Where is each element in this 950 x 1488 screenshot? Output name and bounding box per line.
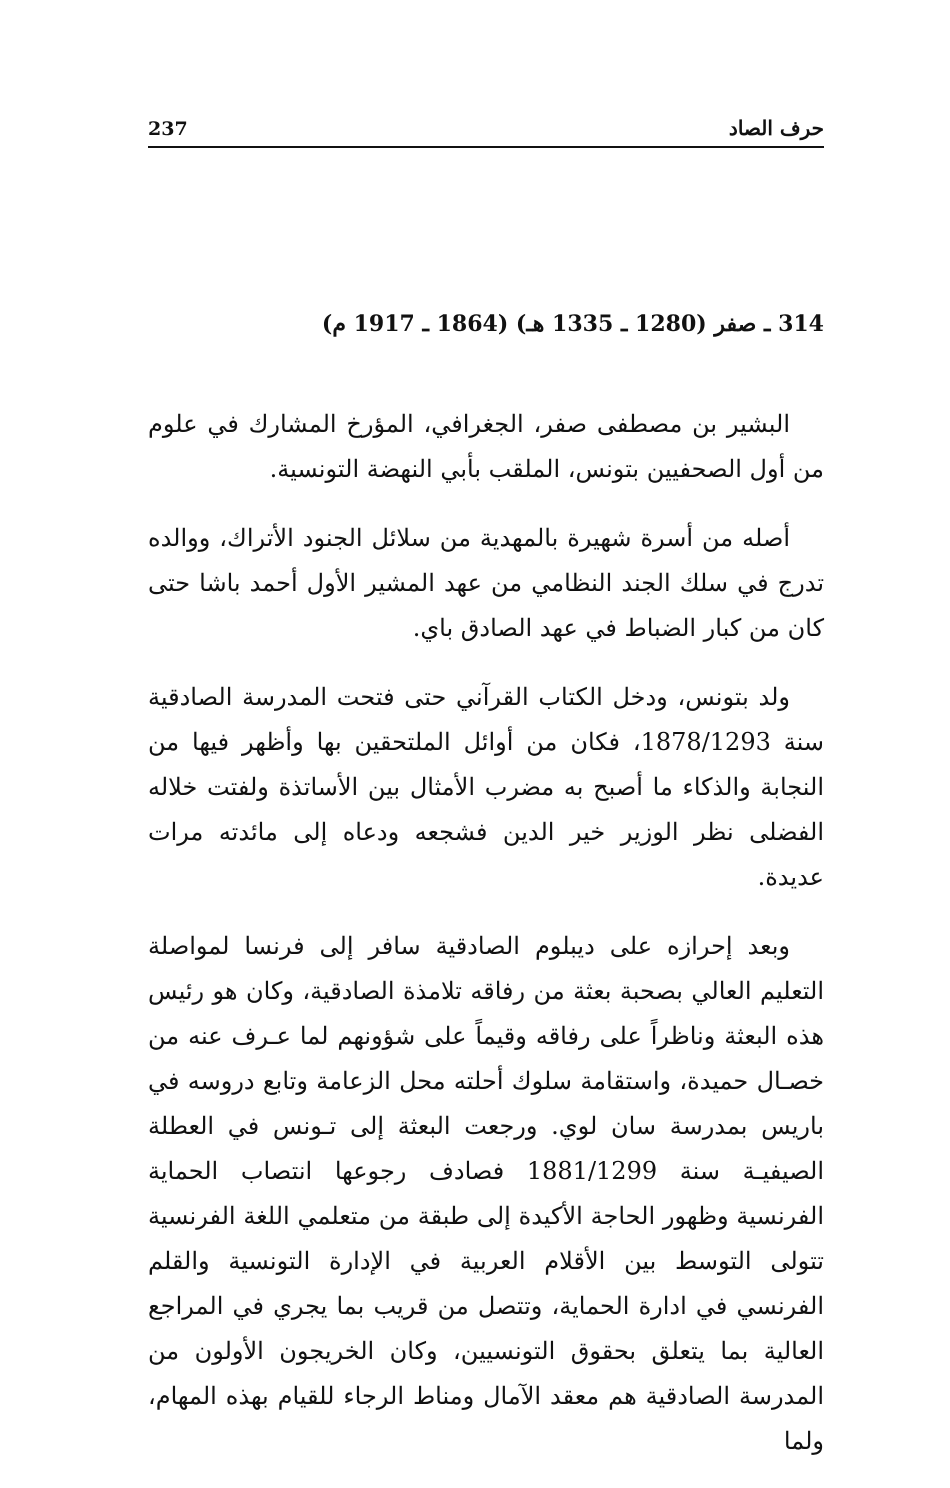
chapter-title: حرف الصاد <box>728 116 824 140</box>
paragraph: أصله من أسرة شهيرة بالمهدية من سلائل الجنود الأتراك، ووالده تدرج في سلك الجند النظامي من عهد المشير الأول أحمد باشا حتى كان من كبار الضباط في عهد الصادق باي. <box>148 524 825 642</box>
paragraph: البشير بن مصطفى صفر، الجغرافي، المؤرخ المشارك في علوم من أول الصحفيين بتونس، الملقب بأبي النهضة التونسية. <box>148 410 824 483</box>
paragraph: وبعد إحرازه على ديبلوم الصادقية سافر إلى فرنسا لمواصلة التعليم العالي بصحبة بعثة من رفاقه تلامذة الصادقية، وكان هو رئيس هذه البعثة وناظراً على رفاقه وقيماً على شؤونهم لما عـرف عنه من خصـال حميدة، واستقامة سلوك أحلته محل الزعامة وتابع دروسه في باريس بمدرسة سان لوي. ورجعت البعثة إلى تـونس في العطلة الصيفيـة سنة 1881/1299 فصادف رجوعها انتصاب الحماية الفرنسية وظهور الحاجة الأكيدة إلى طبقة من متعلمي اللغة الفرنسية تتولى التوسط بين الأقلام العربية في الإدارة التونسية والقلم الفرنسي في ادارة الحماية، وتتصل من قريب بما يجري في المراجع العالية بما يتعلق بحقوق التونسيين، وكان الخريجون الأولون من المدرسة الصادقية هم معقد الآمال ومناط الرجاء للقيام بهذه المهام، ولما <box>148 932 824 1455</box>
running-head <box>148 112 824 148</box>
entry-body <box>148 402 824 1488</box>
paragraph: ولد بتونس، ودخل الكتاب القرآني حتى فتحت المدرسة الصادقية سنة 1878/1293، فكان من أوائل الملتحقين بها وأظهر فيها من النجابة والذكاء ما أصبح به مضرب الأمثال بين الأساتذة ولفتت خلاله الفضلى نظر الوزير خير الدين فشجعه ودعاه إلى مائدته مرات عديدة. <box>148 683 824 891</box>
entry-heading: 314 ـ صفر (1280 ـ 1335 هـ) (1864 ـ 1917 م) <box>321 311 824 337</box>
page-number: 237 <box>148 118 188 140</box>
